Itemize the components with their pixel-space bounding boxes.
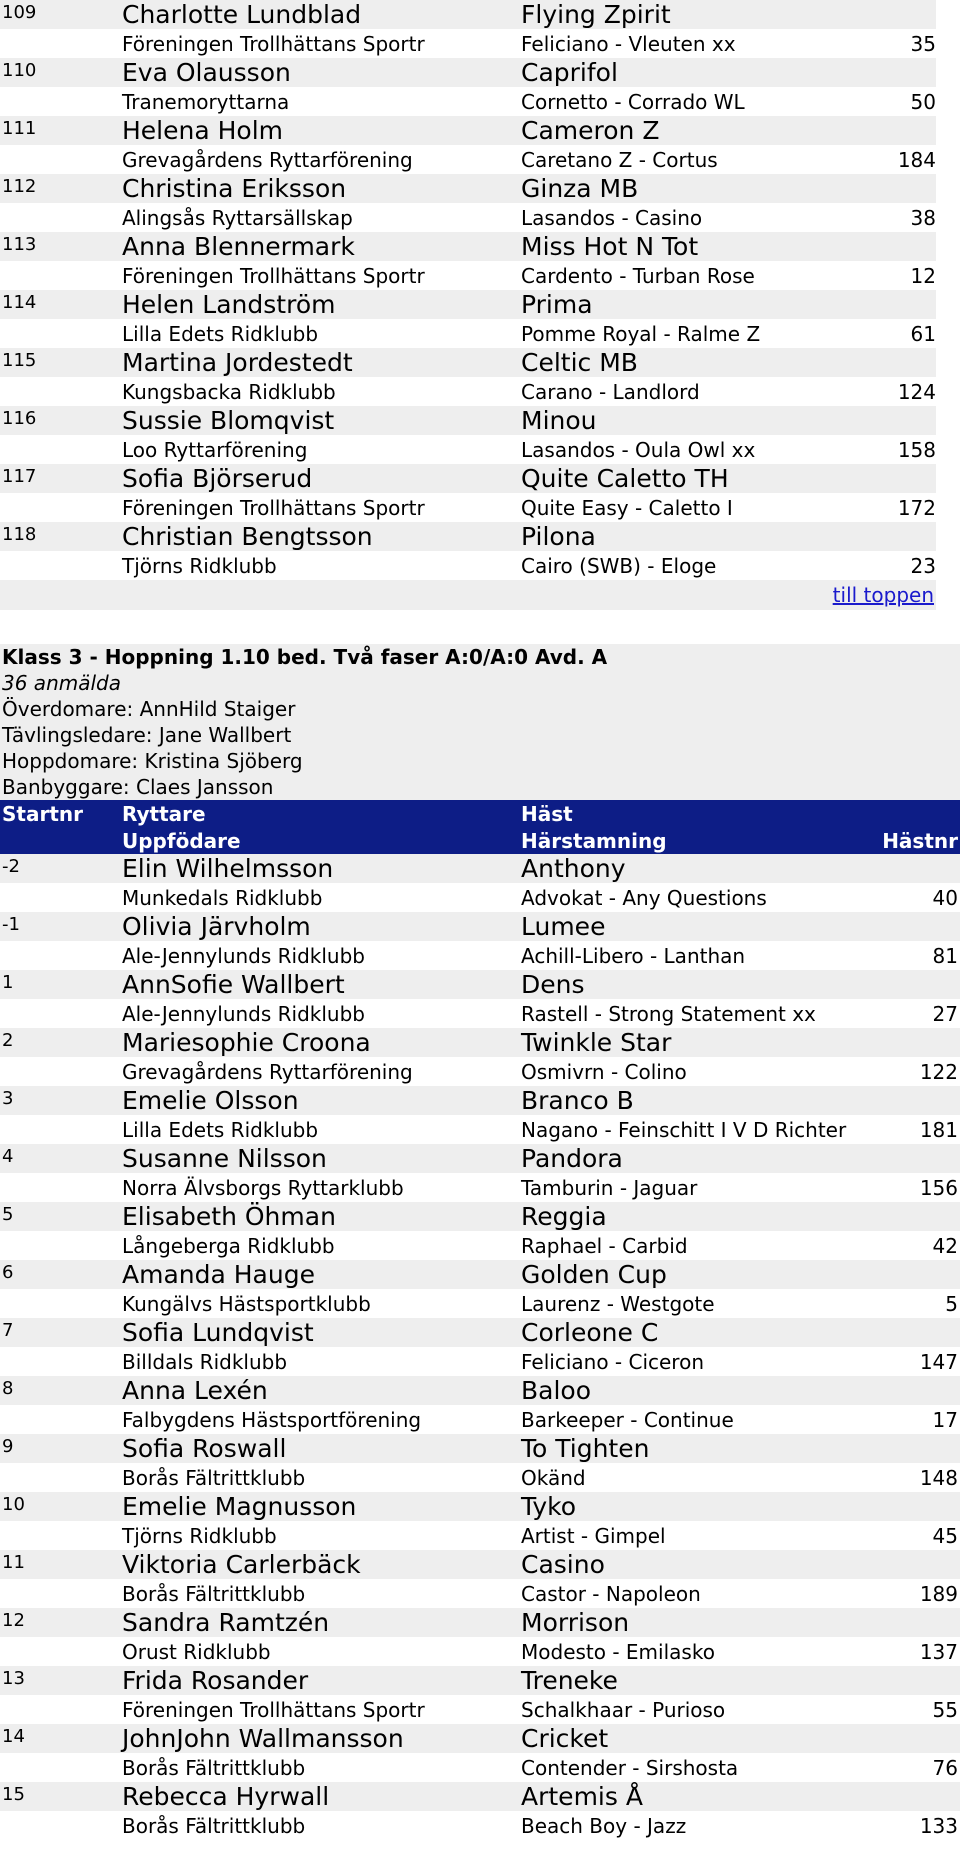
club-name: Långeberga Ridklubb	[122, 1234, 335, 1258]
startnr: 2	[2, 1030, 14, 1051]
horse-number: 42	[932, 1234, 958, 1258]
entry-row	[0, 174, 936, 232]
entry-row	[0, 406, 936, 464]
rider-name: Emelie Magnusson	[122, 1492, 357, 1521]
entry-row	[0, 464, 936, 522]
pedigree: Feliciano - Ciceron	[521, 1350, 704, 1374]
pedigree: Cairo (SWB) - Eloge	[521, 554, 717, 578]
pedigree: Advokat - Any Questions	[521, 886, 767, 910]
horse-name: To Tighten	[521, 1434, 650, 1463]
club-name: Loo Ryttarförening	[122, 438, 308, 462]
startnr: 13	[2, 1668, 25, 1689]
rider-name: Sofia Roswall	[122, 1434, 287, 1463]
rider-name: Helena Holm	[122, 116, 284, 145]
startnr: 6	[2, 1262, 14, 1283]
rider-name: Eva Olausson	[122, 58, 291, 87]
entry-row	[0, 1492, 960, 1550]
horse-name: Casino	[521, 1550, 605, 1579]
startnr: 14	[2, 1726, 25, 1747]
entry-row	[0, 58, 936, 116]
startnr: 12	[2, 1610, 25, 1631]
entry-row	[0, 1086, 960, 1144]
pedigree: Barkeeper - Continue	[521, 1408, 734, 1432]
entry-row	[0, 1550, 960, 1608]
club-name: Ale-Jennylunds Ridklubb	[122, 1002, 365, 1026]
horse-name: Anthony	[521, 854, 626, 883]
pedigree: Lasandos - Casino	[521, 206, 703, 230]
rider-name: Susanne Nilsson	[122, 1144, 327, 1173]
pedigree: Pomme Royal - Ralme Z	[521, 322, 761, 346]
table-header	[0, 800, 960, 854]
pedigree: Laurenz - Westgote	[521, 1292, 715, 1316]
entry-count: 36 anmälda	[2, 671, 121, 695]
pedigree: Raphael - Carbid	[521, 1234, 688, 1258]
horse-number: 148	[919, 1466, 958, 1490]
rider-name: Christian Bengtsson	[122, 522, 373, 551]
startnr: 113	[2, 234, 37, 255]
entry-row	[0, 348, 936, 406]
horse-name: Miss Hot N Tot	[521, 232, 699, 261]
top-link-row	[0, 580, 936, 610]
horse-name: Celtic MB	[521, 348, 638, 377]
rider-name: Frida Rosander	[122, 1666, 309, 1695]
startnr: 118	[2, 524, 37, 545]
club-name: Lilla Edets Ridklubb	[122, 322, 319, 346]
club-name: Orust Ridklubb	[122, 1640, 271, 1664]
club-name: Grevagårdens Ryttarförening	[122, 1060, 413, 1084]
pedigree: Lasandos - Oula Owl xx	[521, 438, 756, 462]
club-name: Borås Fältrittklubb	[122, 1756, 306, 1780]
class3-entries	[0, 854, 960, 1840]
club-name: Föreningen Trollhättans Sportr	[122, 264, 425, 288]
horse-name: Treneke	[521, 1666, 618, 1695]
entry-row	[0, 1434, 960, 1492]
horse-number: 5	[945, 1292, 958, 1316]
entry-row	[0, 1144, 960, 1202]
startnr: -2	[2, 856, 20, 877]
horse-name: Artemis Å	[521, 1782, 643, 1811]
startnr: 110	[2, 60, 37, 81]
horse-number: 61	[910, 322, 936, 346]
head-judge: Överdomare: AnnHild Staiger	[2, 697, 296, 721]
horse-number: 189	[919, 1582, 958, 1606]
course-designer: Banbyggare: Claes Jansson	[2, 775, 274, 799]
horse-name: Prima	[521, 290, 593, 319]
startnr: 117	[2, 466, 37, 487]
pedigree: Achill-Libero - Lanthan	[521, 944, 746, 968]
rider-name: Viktoria Carlerbäck	[122, 1550, 361, 1579]
rider-name: AnnSofie Wallbert	[122, 970, 345, 999]
pedigree: Okänd	[521, 1466, 586, 1490]
pedigree: Contender - Sirshosta	[521, 1756, 739, 1780]
club-name: Föreningen Trollhättans Sportr	[122, 1698, 425, 1722]
competition-leader: Tävlingsledare: Jane Wallbert	[2, 723, 292, 747]
club-name: Föreningen Trollhättans Sportr	[122, 496, 425, 520]
rider-name: Sandra Ramtzén	[122, 1608, 330, 1637]
pedigree: Quite Easy - Caletto I	[521, 496, 733, 520]
pedigree: Cornetto - Corrado WL	[521, 90, 745, 114]
club-name: Munkedals Ridklubb	[122, 886, 323, 910]
entry-row	[0, 1724, 960, 1782]
horse-number: 158	[897, 438, 936, 462]
startnr: 8	[2, 1378, 14, 1399]
horse-name: Dens	[521, 970, 585, 999]
rider-name: Elisabeth Öhman	[122, 1202, 336, 1231]
class-info	[0, 644, 960, 800]
horse-name: Reggia	[521, 1202, 607, 1231]
club-name: Borås Fältrittklubb	[122, 1582, 306, 1606]
header-horse-number: Hästnr	[882, 829, 958, 853]
horse-name: Corleone C	[521, 1318, 659, 1347]
entry-row	[0, 116, 936, 174]
entry-row	[0, 970, 960, 1028]
section-spacer	[0, 610, 960, 644]
club-name: Tjörns Ridklubb	[122, 554, 277, 578]
horse-name: Cameron Z	[521, 116, 660, 145]
club-name: Kungsbacka Ridklubb	[122, 380, 336, 404]
horse-name: Golden Cup	[521, 1260, 667, 1289]
startnr: 1	[2, 972, 14, 993]
horse-number: 147	[919, 1350, 958, 1374]
horse-number: 133	[919, 1814, 958, 1838]
entry-row	[0, 1376, 960, 1434]
entry-row	[0, 912, 960, 970]
pedigree: Feliciano - Vleuten xx	[521, 32, 736, 56]
rider-name: Rebecca Hyrwall	[122, 1782, 330, 1811]
entry-row	[0, 1318, 960, 1376]
horse-name: Baloo	[521, 1376, 592, 1405]
horse-number: 81	[932, 944, 958, 968]
horse-number: 23	[910, 554, 936, 578]
horse-name: Minou	[521, 406, 597, 435]
rider-name: Charlotte Lundblad	[122, 0, 362, 29]
class-title: Klass 3 - Hoppning 1.10 bed. Två faser A:0/A:0 Avd. A	[2, 645, 608, 669]
horse-name: Flying Zpirit	[521, 0, 671, 29]
rider-name: Emelie Olsson	[122, 1086, 299, 1115]
rider-name: Sussie Blomqvist	[122, 406, 335, 435]
startnr: 4	[2, 1146, 14, 1167]
club-name: Lilla Edets Ridklubb	[122, 1118, 319, 1142]
header-pedigree: Härstamning	[521, 829, 667, 853]
rider-name: Elin Wilhelmsson	[122, 854, 334, 883]
rider-name: Mariesophie Croona	[122, 1028, 371, 1057]
horse-number: 124	[897, 380, 936, 404]
rider-name: Martina Jordestedt	[122, 348, 353, 377]
horse-number: 55	[932, 1698, 958, 1722]
horse-number: 50	[910, 90, 936, 114]
entry-row	[0, 232, 936, 290]
horse-number: 38	[910, 206, 936, 230]
header-breeder: Uppfödare	[122, 829, 241, 853]
pedigree: Beach Boy - Jazz	[521, 1814, 687, 1838]
horse-name: Quite Caletto TH	[521, 464, 729, 493]
pedigree: Schalkhaar - Purioso	[521, 1698, 726, 1722]
club-name: Norra Älvsborgs Ryttarklubb	[122, 1176, 404, 1200]
pedigree: Nagano - Feinschitt I V D Richter	[521, 1118, 847, 1142]
horse-name: Cricket	[521, 1724, 609, 1753]
horse-number: 27	[932, 1002, 958, 1026]
horse-name: Branco B	[521, 1086, 634, 1115]
horse-number: 12	[910, 264, 936, 288]
horse-number: 184	[897, 148, 936, 172]
club-name: Grevagårdens Ryttarförening	[122, 148, 413, 172]
club-name: Tjörns Ridklubb	[122, 1524, 277, 1548]
entry-row	[0, 0, 936, 58]
horse-name: Lumee	[521, 912, 606, 941]
startnr: 10	[2, 1494, 25, 1515]
jump-judge: Hoppdomare: Kristina Sjöberg	[2, 749, 303, 773]
pedigree: Castor - Napoleon	[521, 1582, 701, 1606]
club-name: Borås Fältrittklubb	[122, 1466, 306, 1490]
pedigree: Caretano Z - Cortus	[521, 148, 718, 172]
entry-row	[0, 290, 936, 348]
pedigree: Osmivrn - Colino	[521, 1060, 687, 1084]
club-name: Föreningen Trollhättans Sportr	[122, 32, 425, 56]
header-rider: Ryttare	[122, 802, 206, 826]
pedigree: Artist - Gimpel	[521, 1524, 666, 1548]
startnr: 115	[2, 350, 37, 371]
startnr: 9	[2, 1436, 14, 1457]
startnr: 11	[2, 1552, 25, 1573]
horse-number: 76	[932, 1756, 958, 1780]
rider-name: Olivia Järvholm	[122, 912, 311, 941]
horse-name: Ginza MB	[521, 174, 639, 203]
entry-row	[0, 1666, 960, 1724]
entry-row	[0, 1782, 960, 1840]
startnr: -1	[2, 914, 20, 935]
startnr: 7	[2, 1320, 14, 1341]
pedigree: Cardento - Turban Rose	[521, 264, 755, 288]
pedigree: Rastell - Strong Statement xx	[521, 1002, 816, 1026]
header-horse: Häst	[521, 802, 573, 826]
club-name: Alingsås Ryttarsällskap	[122, 206, 353, 230]
entry-row	[0, 1028, 960, 1086]
entry-row	[0, 1202, 960, 1260]
previous-class-entries	[0, 0, 936, 580]
startnr: 3	[2, 1088, 14, 1109]
startnr: 116	[2, 408, 37, 429]
entry-row	[0, 854, 960, 912]
startnr: 5	[2, 1204, 14, 1225]
horse-number: 45	[932, 1524, 958, 1548]
pedigree: Modesto - Emilasko	[521, 1640, 715, 1664]
horse-name: Caprifol	[521, 58, 618, 87]
rider-name: Christina Eriksson	[122, 174, 347, 203]
horse-name: Pilona	[521, 522, 596, 551]
entry-row	[0, 1260, 960, 1318]
rider-name: Anna Blennermark	[122, 232, 355, 261]
club-name: Tranemoryttarna	[122, 90, 290, 114]
rider-name: Anna Lexén	[122, 1376, 268, 1405]
horse-number: 122	[919, 1060, 958, 1084]
rider-name: Amanda Hauge	[122, 1260, 315, 1289]
header-startnr: Startnr	[2, 802, 83, 826]
club-name: Ale-Jennylunds Ridklubb	[122, 944, 365, 968]
startnr: 111	[2, 118, 37, 139]
club-name: Falbygdens Hästsportförening	[122, 1408, 422, 1432]
club-name: Billdals Ridklubb	[122, 1350, 288, 1374]
startnr: 109	[2, 2, 37, 23]
back-to-top-link[interactable]: till toppen	[832, 583, 934, 607]
horse-number: 17	[932, 1408, 958, 1432]
horse-number: 156	[919, 1176, 958, 1200]
pedigree: Tamburin - Jaguar	[521, 1176, 698, 1200]
entry-row	[0, 1608, 960, 1666]
horse-number: 35	[910, 32, 936, 56]
horse-number: 40	[932, 886, 958, 910]
horse-number: 172	[897, 496, 936, 520]
startnr: 114	[2, 292, 37, 313]
rider-name: JohnJohn Wallmansson	[122, 1724, 404, 1753]
club-name: Kungälvs Hästsportklubb	[122, 1292, 371, 1316]
horse-name: Morrison	[521, 1608, 630, 1637]
startnr: 112	[2, 176, 37, 197]
club-name: Borås Fältrittklubb	[122, 1814, 306, 1838]
horse-name: Twinkle Star	[521, 1028, 672, 1057]
horse-name: Pandora	[521, 1144, 623, 1173]
rider-name: Sofia Björserud	[122, 464, 313, 493]
pedigree: Carano - Landlord	[521, 380, 700, 404]
horse-number: 181	[919, 1118, 958, 1142]
rider-name: Helen Landström	[122, 290, 336, 319]
entry-row	[0, 522, 936, 580]
startnr: 15	[2, 1784, 25, 1805]
horse-number: 137	[919, 1640, 958, 1664]
rider-name: Sofia Lundqvist	[122, 1318, 314, 1347]
horse-name: Tyko	[521, 1492, 577, 1521]
